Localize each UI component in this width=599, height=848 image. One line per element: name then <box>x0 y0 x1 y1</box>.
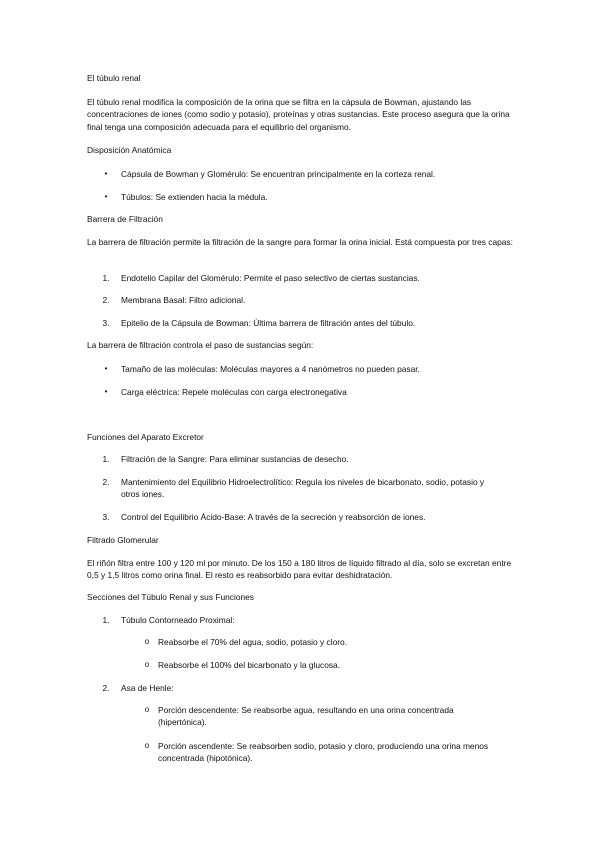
sub-bullet-marker: o <box>144 741 150 750</box>
filtrado-heading: Filtrado Glomerular <box>87 535 159 545</box>
sub-bullet-marker: o <box>144 660 150 669</box>
number-marker: 2. <box>102 477 110 487</box>
anatomia-item-1: Cápsula de Bowman y Glomérulo: Se encuentran principalmente en la corteza renal. <box>121 169 436 179</box>
document-title: El túbulo renal <box>87 73 141 83</box>
number-marker: 1. <box>102 273 110 283</box>
bullet-marker: • <box>104 192 108 201</box>
barrera-criterion-2: Carga eléctrica: Repele moléculas con carga electronegativa <box>121 387 347 397</box>
filtrado-paragraph: El riñón filtra entre 100 y 120 ml por minuto. De los 150 a 180 litros de líquido filtrado al día, solo se excretan entre 0,5 y 1,5 litros como orina final. El resto es reabsorbido para evitar deshidratación. <box>87 558 512 581</box>
number-marker: 2. <box>102 683 110 693</box>
barrera-layer-2: Membrana Basal: Filtro adicional. <box>121 295 246 305</box>
sub-bullet-marker: o <box>144 637 150 646</box>
funcion-item-2: Mantenimiento del Equilibrio Hidroelectrolítico: Regula los niveles de bicarbonato, sodio, potasio y otros iones. <box>121 477 485 500</box>
seccion-2-sub-2: Porción ascendente: Se reabsorben sodio, potasio y cloro, produciendo una orina menos concentrada (hipotónica). <box>158 741 489 764</box>
secciones-heading: Secciones del Túbulo Renal y sus Funciones <box>87 592 254 602</box>
anatomia-item-2: Túbulos: Se extienden hacia la médula. <box>121 192 268 202</box>
number-marker: 2. <box>102 295 110 305</box>
bullet-marker: • <box>104 364 108 373</box>
bullet-marker: • <box>104 169 108 178</box>
barrera-criterion-1: Tamaño de las moléculas: Moléculas mayores a 4 nanómetros no pueden pasar. <box>121 364 420 374</box>
barrera-control: La barrera de filtración controla el paso de sustancias según: <box>87 340 314 350</box>
number-marker: 1. <box>102 454 110 464</box>
bullet-marker: • <box>104 387 108 396</box>
seccion-1-sub-1: Reabsorbe el 70% del agua, sodio, potasio y cloro. <box>158 637 348 647</box>
seccion-item-1: Túbulo Contorneado Proximal: <box>121 615 235 625</box>
number-marker: 3. <box>102 512 110 522</box>
barrera-layer-3: Epitelio de la Cápsula de Bowman: Última barrera de filtración antes del túbulo. <box>121 318 416 328</box>
barrera-layer-1: Endotelio Capilar del Glomérulo: Permite el paso selectivo de ciertas sustancias. <box>121 273 420 283</box>
barrera-heading: Barrera de Filtración <box>87 214 163 224</box>
anatomia-heading: Disposición Anatómica <box>87 145 172 155</box>
number-marker: 1. <box>102 615 110 625</box>
sub-bullet-marker: o <box>144 705 150 714</box>
funcion-item-1: Filtración de la Sangre: Para eliminar sustancias de desecho. <box>121 454 349 464</box>
number-marker: 3. <box>102 318 110 328</box>
seccion-2-sub-1: Porción descendente: Se reabsorbe agua, resultando en una orina concentrada (hipertónica). <box>158 705 454 728</box>
seccion-1-sub-2: Reabsorbe el 100% del bicarbonato y la glucosa. <box>158 660 341 670</box>
funciones-heading: Funciones del Aparato Excretor <box>87 432 204 442</box>
funcion-item-3: Control del Equilibrio Ácido-Base: A través de la secreción y reabsorción de iones. <box>121 512 426 522</box>
barrera-intro: La barrera de filtración permite la filtración de la sangre para formar la orina inicial. Está compuesta por tres capas: <box>87 237 513 247</box>
seccion-item-2: Asa de Henle: <box>121 683 174 693</box>
intro-paragraph: El túbulo renal modifica la composición de la orina que se filtra en la cápsula de Bowman, ajustando las concentraciones de iones (como sodio y potasio), proteínas y otras sustancias. Este proceso asegura que la orina final tenga una composición adecuada para el equilibrio del organismo. <box>87 97 510 132</box>
